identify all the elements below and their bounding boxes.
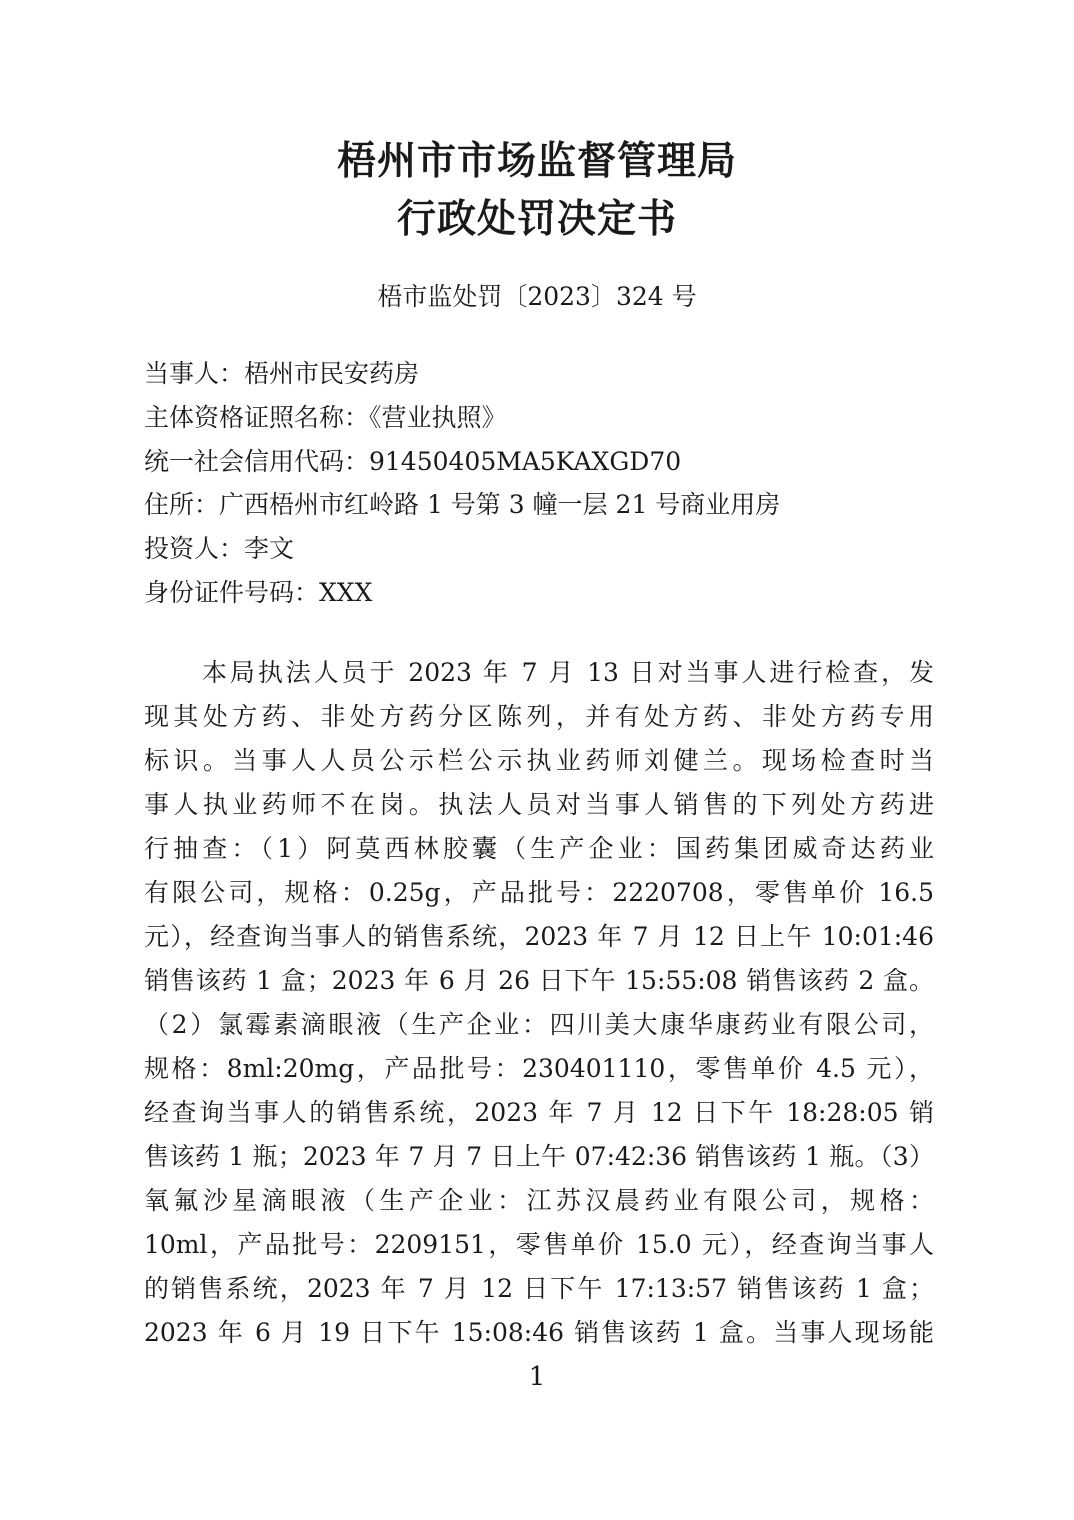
page-number: 1 <box>528 1362 546 1392</box>
body-line: 行抽查：（1）阿莫西林胶囊（生产企业：国药集团威奇达药业 <box>144 834 934 863</box>
body-line: 有限公司，规格：0.25g，产品批号：2220708，零售单价 16.5 <box>144 878 934 907</box>
body-paragraph <box>144 655 934 1359</box>
id-number-line: 身份证件号码：XXX <box>144 577 373 607</box>
document-number: 梧市监处罚〔2023〕324 号 <box>377 282 697 311</box>
license-name-line: 主体资格证照名称：《营业执照》 <box>144 402 507 432</box>
body-line: 2023 年 6 月 19 日下午 15:08:46 销售该药 1 盒。当事人现场能 <box>144 1318 934 1347</box>
address-line: 住所：广西梧州市红岭路 1 号第 3 幢一层 21 号商业用房 <box>144 490 781 520</box>
investor-line: 投资人：李文 <box>144 534 295 564</box>
body-line: 售该药 1 瓶；2023 年 7 月 7 日上午 07:42:36 销售该药 1 瓶。（3） <box>144 1142 934 1171</box>
body-line: 氧氟沙星滴眼液（生产企业：江苏汉晨药业有限公司，规格： <box>144 1186 934 1215</box>
body-line: 销售该药 1 盒；2023 年 6 月 26 日下午 15:55:08 销售该药 2 盒。 <box>144 966 934 995</box>
body-line: 本局执法人员于 2023 年 7 月 13 日对当事人进行检查，发 <box>202 658 934 687</box>
body-line: 事人执业药师不在岗。执法人员对当事人销售的下列处方药进 <box>144 790 934 819</box>
body-line: 规格：8ml:20mg，产品批号：230401110，零售单价 4.5 元）， <box>144 1054 934 1083</box>
body-line: 的销售系统，2023 年 7 月 12 日下午 17:13:57 销售该药 1 盒； <box>144 1274 934 1303</box>
body-line: 元），经查询当事人的销售系统，2023 年 7 月 12 日上午 10:01:46 <box>144 922 934 951</box>
body-line: 10ml，产品批号：2209151，零售单价 15.0 元），经查询当事人 <box>144 1230 934 1259</box>
credit-code-line: 统一社会信用代码：91450405MA5KAXGD70 <box>144 446 682 476</box>
document-title-line-1: 梧州市市场监督管理局 <box>336 139 737 184</box>
document-title-line-2: 行政处罚决定书 <box>396 197 677 242</box>
body-line: （2）氯霉素滴眼液（生产企业：四川美大康华康药业有限公司， <box>144 1010 934 1039</box>
party-info-block <box>144 356 944 619</box>
party-name-line: 当事人：梧州市民安药房 <box>144 359 420 388</box>
body-line: 标识。当事人人员公示栏公示执业药师刘健兰。现场检查时当 <box>144 746 934 775</box>
body-line: 现其处方药、非处方药分区陈列，并有处方药、非处方药专用 <box>144 702 934 731</box>
body-line: 经查询当事人的销售系统，2023 年 7 月 12 日下午 18:28:05 销 <box>144 1098 934 1127</box>
